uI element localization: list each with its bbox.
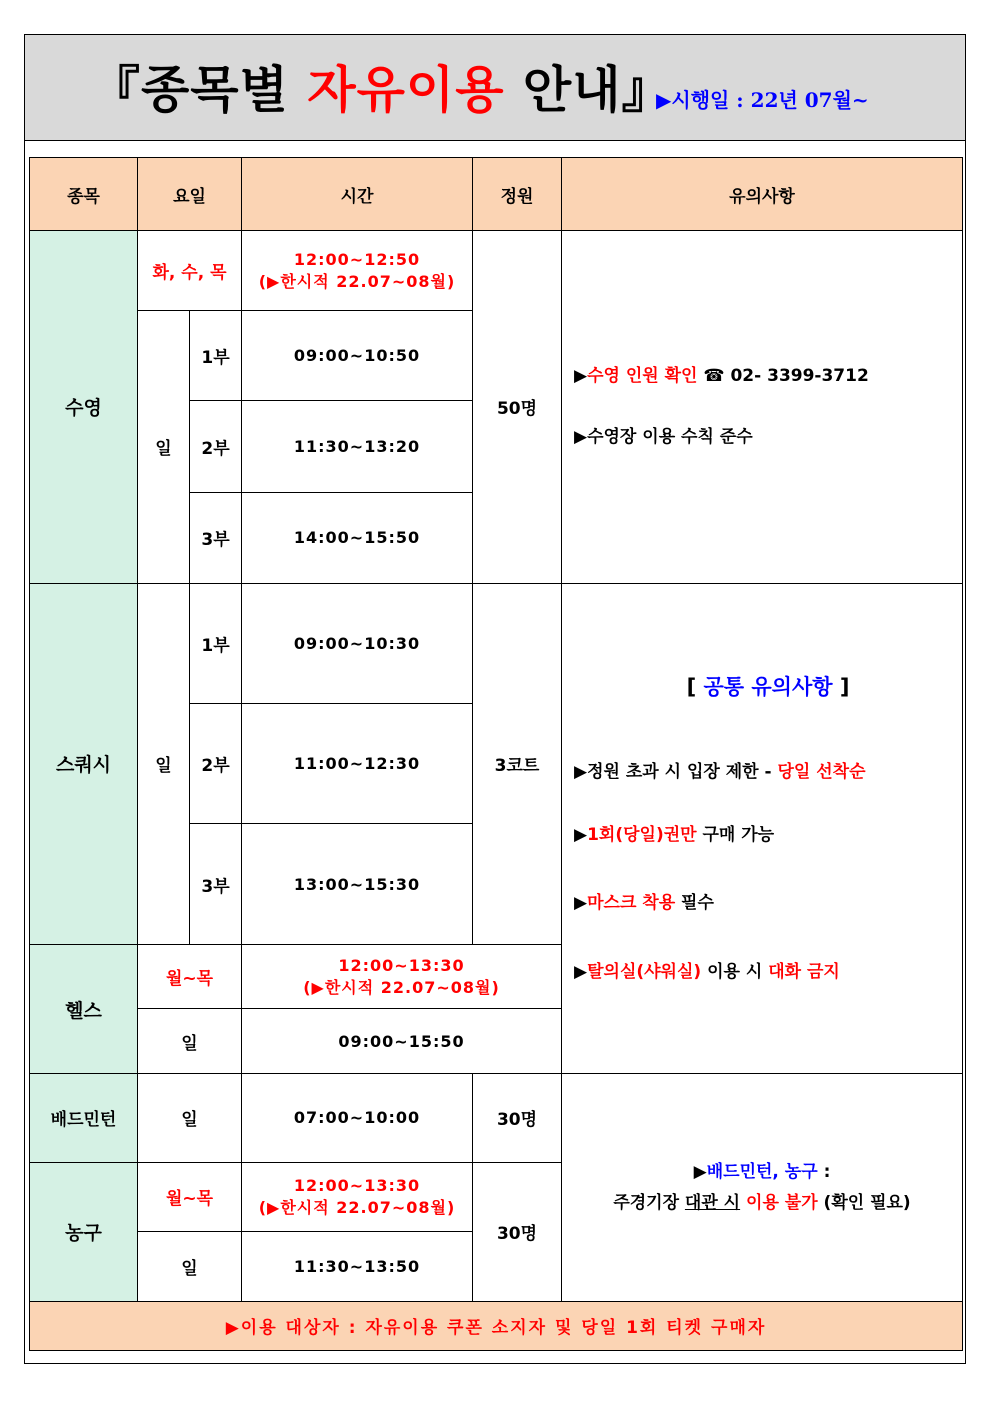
limited-period: (▶한시적 22.07~08월) [303,977,500,997]
swim-weekday-time [242,231,473,311]
common-note-2: ▶1회(당일)권만 구매 가능 [574,824,775,845]
basketball-sunday-time: 11:30~13:50 [242,1231,473,1301]
swim-weekday-days: 화, 수, 목 [138,231,242,311]
session-label: 2부 [190,401,242,492]
swim-note-2: ▶수영장 이용 수칙 준수 [574,426,753,447]
session-time: 09:00~10:30 [242,583,473,703]
session-label: 3부 [190,492,242,583]
eligible-users-notice: ▶이용 대상자 : 자유이용 쿠폰 소지자 및 당일 1회 티켓 구매자 [30,1301,963,1350]
sport-swimming: 수영 [30,231,138,584]
limited-period: (▶한시적 22.07~08월) [258,1197,456,1217]
session-label: 1부 [190,311,242,401]
sport-badminton: 배드민턴 [30,1074,138,1162]
time-value: 12:00~13:30 [338,955,465,975]
session-time: 09:00~10:50 [242,311,473,401]
footer-row [30,1301,963,1350]
title-part-1: 『종목별 [90,61,308,119]
table-row [30,231,963,311]
basketball-sunday: 일 [138,1231,242,1301]
sport-squash: 스쿼시 [30,583,138,945]
table-row [30,583,963,703]
swim-capacity: 50명 [473,231,562,584]
header-capacity: 정원 [473,158,562,231]
time-value: 12:00~13:30 [293,1175,421,1195]
court-note-2: 주경기장 대관 시 이용 불가 (확인 필요) [613,1192,911,1213]
effective-date: ▶시행일 : 22년 07월~ [656,88,869,112]
schedule-table [29,157,963,1351]
sport-health: 헬스 [30,945,138,1074]
swim-notes [562,231,963,584]
limited-period: (▶한시적 22.07~08월) [258,271,456,291]
badminton-time: 07:00~10:00 [242,1074,473,1162]
header-notes: 유의사항 [562,158,963,231]
common-note-4: ▶탈의실(샤워실) 이용 시 대화 금지 [574,961,840,982]
header-time: 시간 [242,158,473,231]
health-weekday-days: 월~목 [138,945,242,1009]
page-title [90,50,673,130]
header-day: 요일 [138,158,242,231]
squash-day: 일 [138,583,190,945]
session-time: 13:00~15:30 [242,824,473,945]
title-highlight: 자유이용 [307,61,505,119]
time-value: 12:00~12:50 [293,249,421,269]
badminton-day: 일 [138,1074,242,1162]
health-sunday: 일 [138,1009,242,1074]
session-label: 2부 [190,703,242,823]
squash-capacity: 3코트 [473,583,562,945]
table-row [30,1074,963,1162]
swim-sunday: 일 [138,311,190,583]
table-header-row [30,158,963,231]
badminton-capacity: 30명 [473,1074,562,1162]
header-sport: 종목 [30,158,138,231]
health-weekday-time [242,945,562,1009]
swim-note-1: ▶수영 인원 확인 ☎ 02- 3399-3712 [574,366,869,387]
common-note-3: ▶마스크 착용 필수 [574,893,714,914]
health-sunday-time: 09:00~15:50 [242,1009,562,1074]
session-label: 3부 [190,824,242,945]
common-notes-heading: [ 공통 유의사항 ] [686,675,850,700]
session-time: 11:00~12:30 [242,703,473,823]
basketball-weekday-days: 월~목 [138,1162,242,1231]
sport-basketball: 농구 [30,1162,138,1301]
common-notes [562,583,963,1074]
court-note-1: ▶배드민턴, 농구 : [693,1162,831,1183]
common-note-1: ▶정원 초과 시 입장 제한 - 당일 선착순 [574,762,866,783]
session-time: 14:00~15:50 [242,492,473,583]
court-notes [562,1074,963,1301]
session-time: 11:30~13:20 [242,401,473,492]
basketball-weekday-time [242,1162,473,1231]
basketball-capacity: 30명 [473,1162,562,1301]
session-label: 1부 [190,583,242,703]
title-part-2: 안내』 [504,61,673,119]
